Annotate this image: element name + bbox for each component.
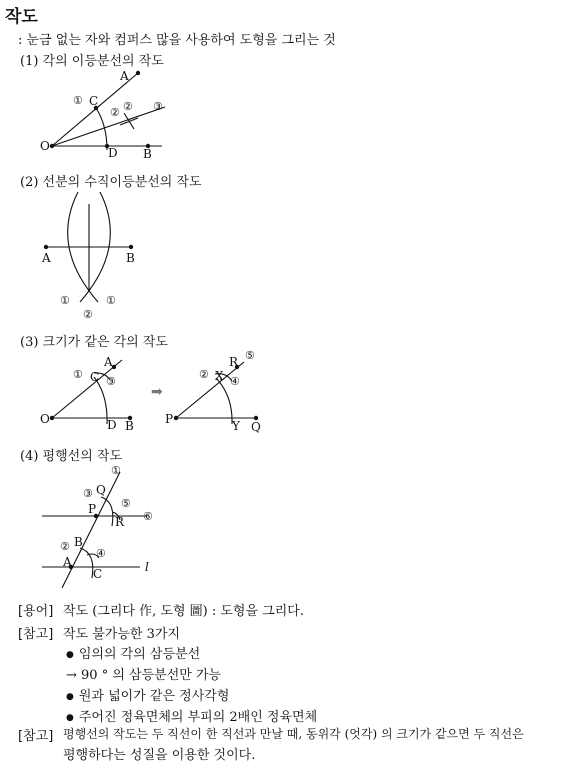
ref2-line-2: 평행하다는 성질을 이용한 것이다. (63, 748, 256, 763)
fig1-label-b: B (143, 147, 152, 161)
fig1-step-1: ① (73, 94, 83, 107)
fig1-label-a: A (120, 69, 129, 83)
fig2-label-b: B (126, 251, 135, 265)
fig3-point-p (174, 416, 178, 420)
section-1-label: (1) 각의 이등분선의 작도 (20, 54, 164, 69)
fig1-label-c: C (89, 94, 99, 108)
fig4-label-c: C (93, 567, 103, 581)
list-item: ● 임의의 각의 삼등분선 (66, 643, 200, 662)
fig3-step-2: ② (199, 368, 209, 381)
fig3-step-3: ③ (106, 375, 116, 388)
fig2-step-1b: ① (106, 294, 116, 307)
fig3-step-4: ④ (230, 375, 240, 388)
fig4-step-4: ④ (96, 547, 106, 560)
page-title: 작도 (5, 7, 38, 27)
list-item: ● 주어진 정육면체의 부피의 2배인 정육면체 (66, 706, 317, 725)
list-item: ● 원과 넓이가 같은 정사각형 (66, 685, 229, 704)
section-3-label: (3) 크기가 같은 각의 작도 (20, 335, 168, 350)
fig1-label-d: D (108, 146, 118, 160)
fig1-bisector (52, 107, 165, 146)
fig3-step-1: ① (73, 368, 83, 381)
fig4-label-a: A (63, 555, 72, 569)
fig2-step-2: ② (83, 308, 93, 321)
fig2-point-a (44, 245, 48, 249)
fig4-step-3: ③ (83, 487, 93, 500)
fig1-step-2b: ② (123, 100, 133, 113)
fig1-point-o (50, 144, 54, 148)
fig4-step-2: ② (60, 540, 70, 553)
fig3-label-a: A (104, 355, 113, 369)
definition-text: : 눈금 없는 자와 컴퍼스 많을 사용하여 도형을 그리는 것 (18, 33, 336, 48)
fig2-point-b (129, 245, 133, 249)
ref2-line-1: 평행선의 작도는 두 직선이 한 직선과 만날 때, 동위각 (엇각) 의 크기가 같으면 두 직선은 (63, 727, 524, 741)
term-tag: [용어] (18, 604, 54, 619)
fig2-label-a: A (42, 251, 51, 265)
ref1-tag: [참고] (18, 627, 54, 642)
term-text: 작도 (그리다 作, 도형 圖) : 도형을 그리다. (63, 604, 304, 619)
ref2-tag: [참고] (18, 729, 54, 744)
fig2-step-1a: ① (60, 294, 70, 307)
section-2-label: (2) 선분의 수직이등분선의 작도 (20, 175, 202, 190)
fig3-label-c: C (90, 370, 100, 384)
ref1-text: 작도 불가능한 3가지 (63, 627, 180, 642)
fig4-arc-a (80, 548, 93, 578)
fig3-label-r: R (229, 355, 239, 369)
fig3-point-o (50, 416, 54, 420)
fig3-label-o: O (40, 412, 50, 426)
fig1-point-a (136, 71, 140, 75)
fig4-label-p: P (88, 502, 97, 516)
list-item: → 90 ° 의 삼등분선만 가능 (66, 668, 222, 683)
fig1-label-o: O (40, 139, 50, 153)
fig3-ray-pr (176, 362, 244, 418)
fig4-step-5: ⑤ (121, 497, 131, 510)
fig3-label-d: D (107, 418, 117, 432)
fig1-step-2a: ② (110, 106, 120, 119)
fig3-step-5: ⑤ (245, 349, 255, 362)
fig4-step-6: ⑥ (143, 510, 153, 523)
fig4-arc-p (101, 497, 113, 526)
fig4-label-l: l (145, 560, 149, 574)
fig1-step-3: ③ (153, 100, 163, 113)
fig3-label-y: Y (232, 419, 240, 433)
fig3-label-b: B (125, 419, 134, 433)
fig3-label-x: X (215, 369, 224, 383)
fig3-label-p: P (165, 412, 174, 426)
fig4-step-1: ① (111, 464, 121, 477)
fig4-label-q: Q (96, 483, 106, 497)
fig3-arrow-icon: ➡ (151, 384, 163, 400)
section-4-label: (4) 평행선의 작도 (20, 449, 123, 464)
fig4-label-b: B (74, 535, 83, 549)
fig3-label-q: Q (251, 420, 261, 434)
fig4-label-r: R (115, 515, 125, 529)
